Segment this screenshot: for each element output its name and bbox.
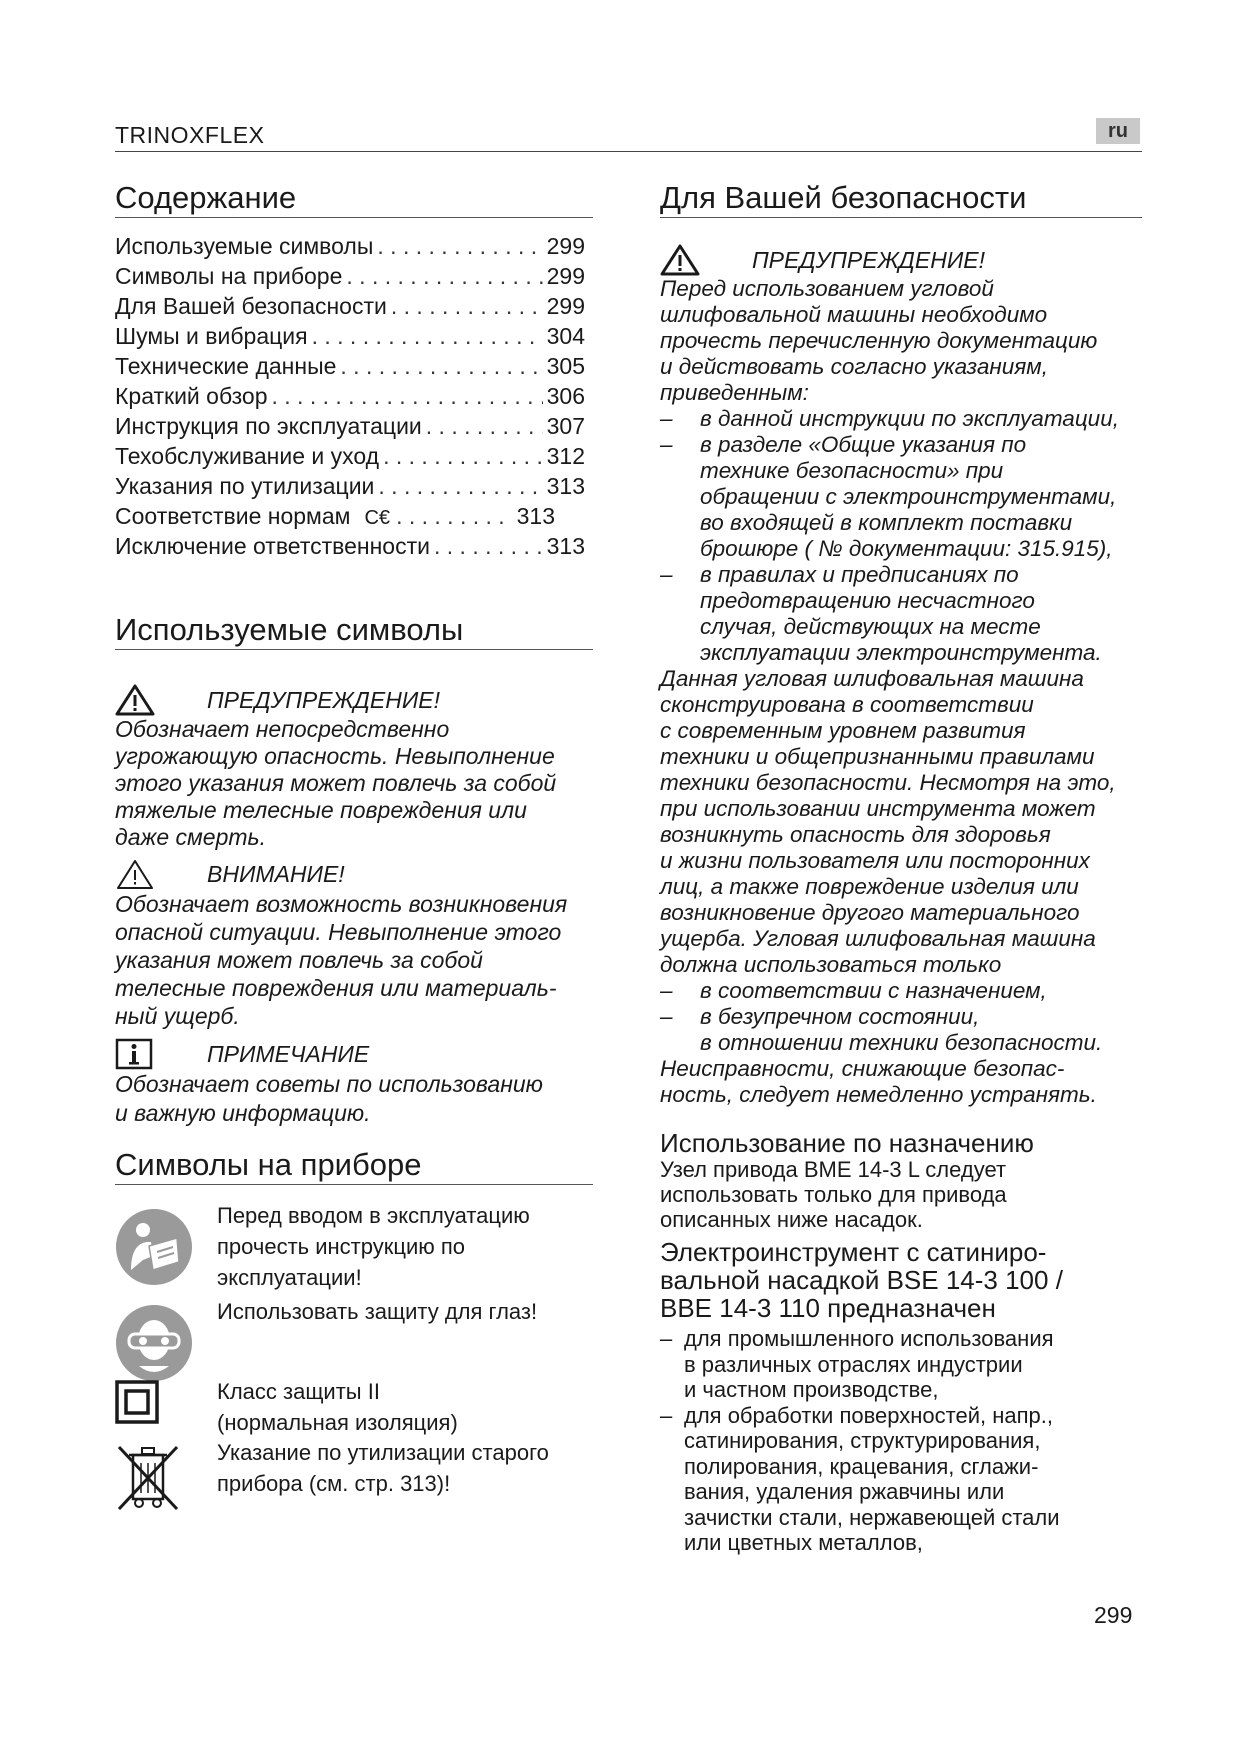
device-symbol-row [115, 1437, 615, 1517]
warning-block [115, 684, 605, 851]
text-line: и важную информацию. [115, 1100, 371, 1126]
toc-item[interactable]: Для Вашей безопасности . . . 299 [115, 293, 585, 323]
caution-label: ВНИМАНИЕ! [207, 860, 345, 887]
crossed-bin-icon [115, 1443, 181, 1513]
toc-item[interactable]: Инструкция по эксплуатации . . . 307 [115, 413, 585, 443]
warning-label: ПРЕДУПРЕЖДЕНИЕ! [207, 686, 441, 713]
text-line: Обозначает советы по использованию [115, 1071, 543, 1097]
intended-use-heading: Использование по назначению [660, 1128, 1034, 1158]
text-line: Использовать защиту для глаз! [217, 1299, 538, 1324]
text-line: угрожающую опасность. Невыполнение [115, 743, 555, 769]
text-line: техники безопасности. Несмотря на это, [660, 770, 1116, 795]
toc-item[interactable]: Исключение ответственности . . . 313 [115, 533, 585, 563]
text-line: должна использоваться только [660, 952, 1002, 977]
toc-item[interactable]: Техобслуживание и уход . . . 312 [115, 443, 585, 473]
header-divider [115, 151, 1142, 152]
text-line: приведенным: [660, 380, 809, 405]
note-block [115, 1038, 605, 1128]
toc-item[interactable]: Указания по утилизации . . . 313 [115, 473, 585, 503]
toc-item[interactable]: Соответствие нормам C€ . . . 313 [115, 503, 555, 533]
used-symbols-heading: Используемые символы [115, 612, 464, 647]
text-line: техники и общепризнанными правилами [660, 744, 1095, 769]
text-line: Перед использованием угловой [660, 276, 994, 301]
text-line: Обозначает непосредственно [115, 716, 450, 742]
device-symbol-row [115, 1296, 615, 1386]
header-title: TRINOXFLEX [115, 122, 265, 148]
list-item: – для обработки поверхностей, напр., сатинирования, структурирования, полирования, крацевания, сглажи- вания, удаления ржавчины или зачистки стали, нержавеющей стали или цветных металлов, [660, 1402, 1060, 1555]
eye-protection-icon [115, 1304, 193, 1382]
text-line: даже смерть. [115, 824, 267, 850]
device-symbols-heading: Символы на приборе [115, 1147, 422, 1182]
list-item: – в данной инструкции по эксплуатации, [660, 406, 1119, 431]
note-label: ПРИМЕЧАНИЕ [207, 1040, 370, 1067]
text-line: Обозначает возможность возникновения [115, 891, 568, 917]
text-line: телесные повреждения или материаль- [115, 975, 557, 1001]
sub-heading: Электроинструмент с сатиниро- вальной насадкой BSE 14-3 100 / BBE 14-3 110 предназначен [660, 1237, 1063, 1323]
warning-triangle-icon [115, 684, 155, 716]
text-line: возникновение другого материального [660, 900, 1080, 925]
toc-item[interactable]: Краткий обзор . . . 306 [115, 383, 585, 413]
read-manual-icon [115, 1208, 193, 1286]
toc-item[interactable]: Шумы и вибрация . . . 304 [115, 323, 585, 353]
text-line: прочесть инструкцию по [217, 1234, 466, 1259]
text-line: Данная угловая шлифовальная машина [660, 666, 1084, 691]
text-line: опасной ситуации. Невыполнение этого [115, 919, 562, 945]
text-line: прибора (см. стр. 313)! [217, 1471, 451, 1496]
toc-heading-rule [115, 217, 593, 218]
safety-block [660, 244, 1160, 1108]
text-line: Класс защиты II [217, 1379, 380, 1404]
safety-heading-rule [660, 217, 1142, 218]
table-of-contents [115, 233, 585, 563]
toc-item[interactable]: Технические данные . . . 305 [115, 353, 585, 383]
info-icon [115, 1038, 155, 1070]
text-line: с современным уровнем развития [660, 718, 1026, 743]
device-symbols-rule [115, 1184, 593, 1185]
page-number: 299 [1094, 1602, 1133, 1628]
caution-triangle-icon [115, 858, 155, 890]
language-badge: ru [1096, 118, 1140, 144]
text-line: ность, следует немедленно устранять. [660, 1082, 1097, 1107]
text-line: этого указания может повлечь за собой [115, 770, 557, 796]
safety-heading: Для Вашей безопасности [660, 180, 1027, 215]
text-line: Указание по утилизации старого [217, 1440, 549, 1465]
text-line: ный ущерб. [115, 1003, 240, 1029]
toc-item[interactable]: Символы на приборе . . . 299 [115, 263, 585, 293]
text-line: ущерба. Угловая шлифовальная машина [660, 926, 1096, 951]
text-line: при использовании инструмента может [660, 796, 1096, 821]
ce-mark-icon: C€ [364, 507, 391, 529]
text-line: прочесть перечисленную документацию [660, 328, 1098, 353]
text-line: тяжелые телесные повреждения или [115, 797, 527, 823]
toc-item[interactable]: Используемые символы . . . 299 [115, 233, 585, 263]
list-item: – в разделе «Общие указания по технике безопасности» при обращении с электроинструментами, во входящей в комплект поставки брошюре ( № документации: 315.915), [660, 432, 1117, 561]
text-line: Узел привода BME 14-3 L следует [660, 1157, 1007, 1182]
text-line: указания может повлечь за собой [115, 947, 483, 973]
warning-label: ПРЕДУПРЕЖДЕНИЕ! [752, 246, 986, 273]
list-item: – для промышленного использования в различных отраслях индустрии и частном производстве, [660, 1326, 1054, 1402]
device-symbol-row [115, 1200, 615, 1290]
text-line: сконструирована в соответствии [660, 692, 1034, 717]
text-line: и жизни пользователя или посторонних [660, 848, 1090, 873]
text-line: шлифовальной машины необходимо [660, 302, 1048, 327]
warning-triangle-icon [660, 244, 700, 276]
text-line: (нормальная изоляция) [217, 1410, 458, 1435]
caution-block [115, 858, 610, 1030]
text-line: Неисправности, снижающие безопас- [660, 1056, 1065, 1081]
list-item: – в безупречном состоянии, в отношении техники безопасности. [660, 1004, 1103, 1055]
text-line: эксплуатации! [217, 1265, 362, 1290]
text-line: Перед вводом в эксплуатацию [217, 1203, 530, 1228]
text-line: и действовать согласно указаниям, [660, 354, 1048, 379]
text-line: использовать только для привода [660, 1182, 1007, 1207]
intended-use-block [660, 1129, 1160, 1556]
toc-heading: Содержание [115, 180, 297, 215]
protection-class-ii-icon [115, 1380, 159, 1424]
device-symbol-row [115, 1376, 615, 1446]
text-line: возникнуть опасность для здоровья [660, 822, 1051, 847]
used-symbols-rule [115, 649, 593, 650]
list-item: – в соответствии с назначением, [660, 978, 1047, 1003]
text-line: лиц, а также повреждение изделия или [660, 874, 1079, 899]
list-item: – в правилах и предписаниях по предотвращению несчастного случая, действующих на месте эксплуатации электроинструмента. [660, 562, 1102, 665]
text-line: описанных ниже насадок. [660, 1207, 923, 1232]
